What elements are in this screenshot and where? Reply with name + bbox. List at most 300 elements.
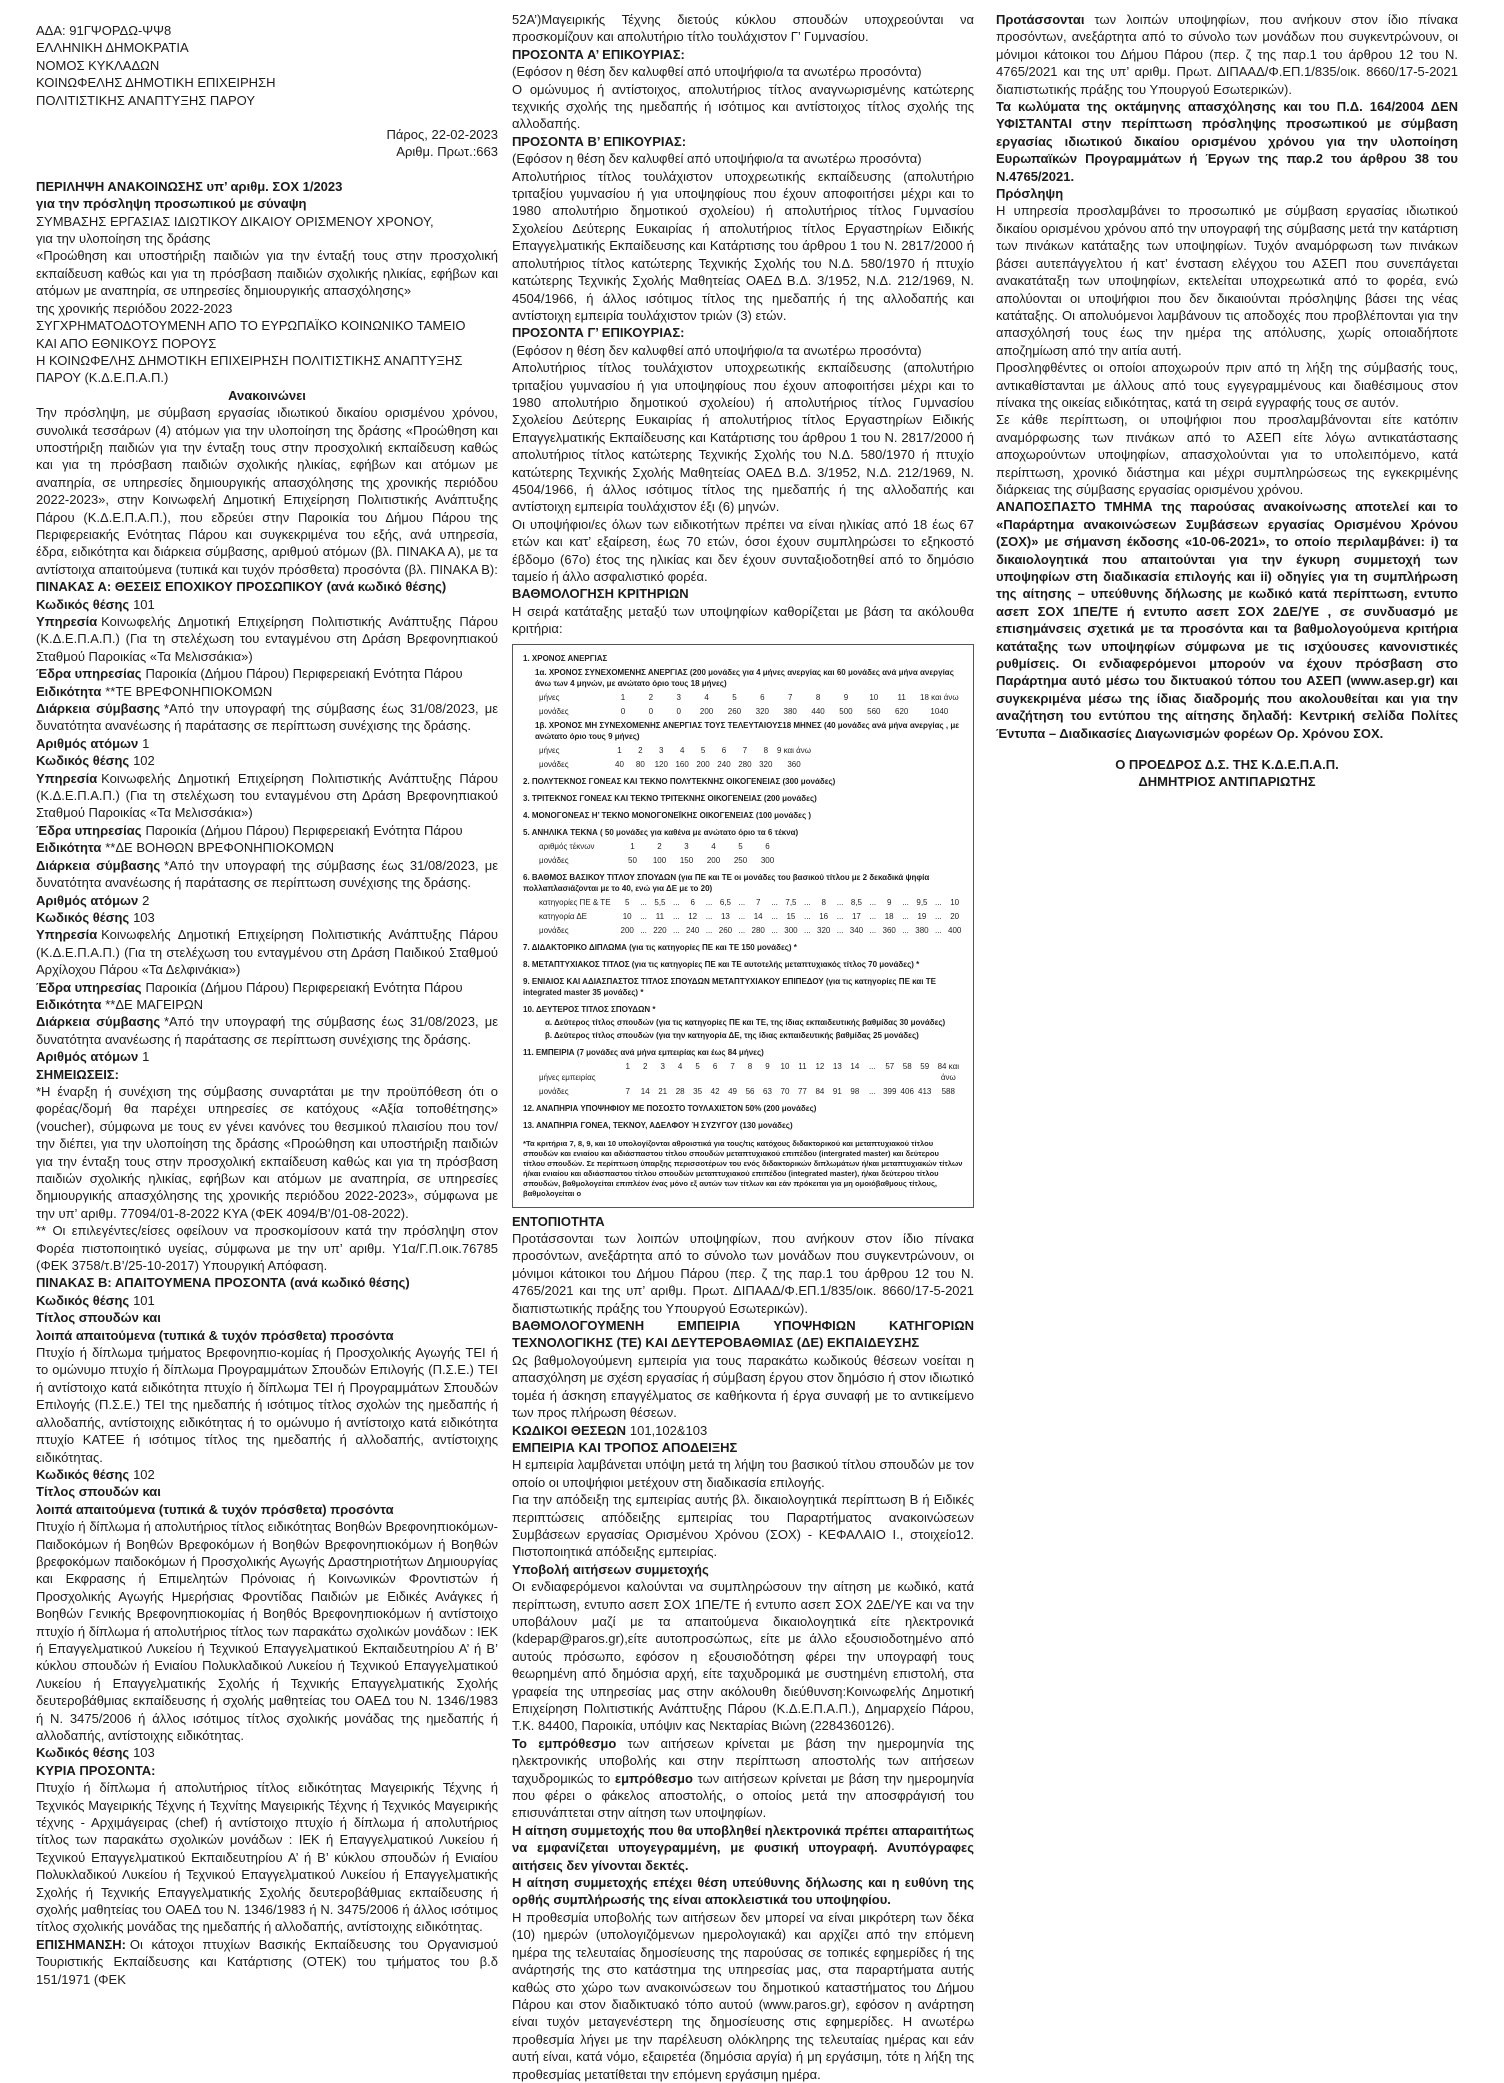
table-cell: 7 <box>625 1086 630 1096</box>
row-label: μονάδες <box>539 1086 569 1096</box>
table-cell: 49 <box>728 1086 737 1096</box>
table-cell: 13 <box>832 1061 842 1071</box>
table-cell: 15 <box>786 911 796 921</box>
impediments-paragraph: Τα κωλύματα της οκτάμηνης απασχόλησης και του Π.Δ. 164/2004 ΔΕΝ ΥΦΙΣΤΑΝΤΑΙ στην περίπτωση πρόσληψης προσωπικού με σύμβαση εργασίας ιδιωτικού δικαίου ορισμένου χρόνου για την υλοποίηση Ευρωπαϊκών Προγραμμάτων ή Έργων της παρ.2 του άρθρου 38 του Ν.4765/2021. <box>996 99 1458 184</box>
backup-b-body: Απολυτήριος τίτλος τουλάχιστον υποχρεωτικής εκπαίδευσης (απολυτήριο τριταξίου γυμνασίου ή για υποψηφίους που έχουν αποφοιτήσει μέχρι και το 1980 απολυτήριο δημοτικού σχολείου) ή απολυτήριος τίτλος Γυμνασίου Σχολείου Δεύτερης Ευκαιρίας ή απολυτήριος τίτλος Εργαστηρίων Ειδικής Επαγγελματικής Εκπαίδευσης και Κατάρτισης του άρθρου 1 του Ν. 2817/2000 ή απολυτήριος τίτλος κατώτερης Τεχνικής Σχολής του Ν.Δ. 580/1970 ή πτυχίο κατώτερης Τεχνικής Σχολής Μαθητείας ΟΑΕΔ Β.Δ. 3/1952, Ν.Δ. 212/1969, Ν. 4504/1966, ή άλλος ισότιμος τίτλος της ημεδαπής ή της αλλοδαπής και αντίστοιχη εμπειρία τουλάχιστον τριών (3) ετών. <box>512 168 974 323</box>
table-cell: 150 <box>679 855 694 865</box>
table-cell: 0 <box>648 706 654 716</box>
table-cell: 320 <box>759 759 773 769</box>
table-cell: ... <box>771 911 778 921</box>
duration-row <box>36 700 498 735</box>
locality-priority-paragraph <box>996 11 1458 98</box>
table-cell: 320 <box>817 925 831 935</box>
qualifications-subtitle: λοιπά απαιτούμενα (τυπικά & τυχόν πρόσθετα) προσόντα <box>36 1327 394 1343</box>
position-code-row <box>36 909 498 926</box>
row-values <box>609 692 963 703</box>
scoring-intro: Η σειρά κατάταξης μεταξύ των υποψηφίων καθορίζεται με βάση τα ακόλουθα κριτήρια: <box>512 603 974 637</box>
table-cell: 56 <box>745 1086 755 1096</box>
table-cell: 1040 <box>930 706 949 716</box>
duration-row <box>36 1013 498 1048</box>
criterion-6-points-row <box>523 925 963 936</box>
bold-segment: Το εμπρόθεσμο <box>512 1735 617 1751</box>
field-label: Κωδικός θέσης <box>36 1292 130 1308</box>
table-cell: 220 <box>653 925 667 935</box>
field-value: Κοινωφελής Δημοτική Επιχείρηση Πολιτιστικής Ανάπτυξης Πάρου (Κ.Δ.Ε.Π.Α.Π.) (Για τη στελέχωση του ενταγμένου στη Δράση Βρεφονηπιακού Σταθμού Παροικίας «Τα Μελισσάκια») <box>36 614 498 664</box>
table-cell: ... <box>705 925 713 935</box>
table-cell: 6 <box>690 897 695 907</box>
row-label: μονάδες <box>539 925 569 935</box>
criterion-1b-months-row <box>523 745 812 756</box>
position-code-row <box>36 752 498 769</box>
table-cell: 260 <box>727 706 742 716</box>
table-cell: 380 <box>915 925 929 935</box>
table-cell: 440 <box>811 706 825 716</box>
scoring-heading: ΒΑΘΜΟΛΟΓΗΣΗ ΚΡΙΤΗΡΙΩΝ <box>512 586 689 602</box>
table-cell: 6 <box>765 841 770 851</box>
field-label: Κωδικός θέσης <box>36 1745 130 1761</box>
column-2 <box>512 11 974 2083</box>
table-cell: ... <box>672 897 680 907</box>
table-cell: 14 <box>640 1086 650 1096</box>
field-value: Παροικία (Δήμου Πάρου) Περιφερειακή Ενότητα Πάρου <box>145 822 463 838</box>
field-value: 2 <box>142 892 150 908</box>
table-cell: 7 <box>755 897 761 907</box>
table-cell: 8 <box>747 1061 753 1071</box>
table-cell: 7 <box>730 1061 735 1071</box>
table-cell: 1 <box>630 841 635 851</box>
table-cell: 240 <box>717 759 731 769</box>
continuation-paragraph: 52Α’)Μαγειρικής Τέχνης διετούς κύκλου σπουδών υποχρεούνται να προσκομίζουν και απολυτήριο τίτλο τουλάχιστον Γ’ Γυμνασίου. <box>512 12 974 45</box>
criterion-13: 13. ΑΝΑΠΗΡΙΑ ΓΟΝΕΑ, ΤΕΚΝΟΥ, ΑΔΕΛΦΟΥ Ή ΣΥΖΥΓΟΥ (130 μονάδες) <box>523 1120 793 1130</box>
field-label: Υπηρεσία <box>36 614 98 629</box>
table-cell: 9 <box>886 897 892 907</box>
table-cell: 380 <box>783 706 797 716</box>
table-cell: 4 <box>679 745 685 755</box>
table-cell: 4 <box>677 1061 683 1071</box>
table-cell: 0 <box>676 706 681 716</box>
row-values <box>609 706 963 717</box>
table-cell: 413 <box>918 1086 932 1096</box>
criterion-11-points-row <box>523 1086 963 1097</box>
organization-line-1: ΚΟΙΝΩΦΕΛΗΣ ΔΗΜΟΤΙΚΗ ΕΠΙΧΕΙΡΗΣΗ <box>36 75 276 91</box>
field-label: Κωδικός θέσης <box>36 1466 130 1482</box>
row-values <box>619 841 781 852</box>
service-row <box>36 926 498 978</box>
table-cell: ... <box>803 925 811 935</box>
table-cell: ... <box>869 925 877 935</box>
table-cell: 8 <box>763 745 769 755</box>
table-cell: 6 <box>760 692 765 702</box>
table-cell: 70 <box>780 1086 790 1096</box>
qualifications-101: Πτυχίο ή δίπλωμα τμήματος Βρεφονηπιο-κομίας ή Προσχολικής Αγωγής ΤΕΙ ή το ομώνυμο πτυχίο ή δίπλωμα Προγραμμάτων Σπουδών Επιλογής (Π.Σ.Ε.) ΤΕΙ ή αντίστοιχο κατά ειδικότητα πτυχίο ή δίπλωμα ΤΕΙ ή Προγραμμάτων Σπουδών Επιλογής (Π.Σ.Ε.) ΤΕΙ της ημεδαπής ή ισότιμος τίτλος σχολών της ημεδαπής ή αλλοδαπής, αντίστοιχης ειδικότητας ή το ομώνυμο ή αντίστοιχο κατά ειδικότητα πτυχίο ΚΑΤΕΕ ή ισότιμος τίτλος της ημεδαπής ή αλλοδαπής, αντίστοιχης ειδικότητας. <box>36 1345 498 1465</box>
row-values <box>619 911 963 922</box>
criterion-1-title: 1. ΧΡΟΝΟΣ ΑΝΕΡΓΙΑΣ <box>523 653 608 663</box>
age-limits-paragraph: Οι υποψήφιοι/ες όλων των ειδικοτήτων πρέπει να είναι ηλικίας από 18 έως 67 ετών και κατ’ εξαίρεση, έως 70 ετών, όσοι έχουν συμπληρώσει το εξηκοστό έβδομο (67ο) έτος της ηλικίας και δεν έχουν συνταξιοδοτηθεί από το δημόσιο ταμείο ή άλλο ασφαλιστικό φορέα. <box>512 516 974 584</box>
table-cell: ... <box>705 911 713 921</box>
table-cell: ... <box>869 897 877 907</box>
table-cell: 14 <box>753 911 763 921</box>
criterion-12: 12. ΑΝΑΠΗΡΙΑ ΥΠΟΨΗΦΙΟΥ ΜΕ ΠΟΣΟΣΤΟ ΤΟΥΛΑΧΙΣΤΟΝ 50% (200 μονάδες) <box>523 1103 817 1113</box>
scored-experience-body: Ως βαθμολογούμενη εμπειρία για τους παρακάτω κωδικούς θέσεων νοείται η απασχόληση με σχέση εργασίας ή σύμβαση έργου στον δημόσιο ή στον ιδιωτικό τομέα ή άσκηση επαγγέλματος σε καθήκοντα ή έργα συναφή με το αντικείμενο των προς πλήρωση θέσεων. <box>512 1352 974 1421</box>
table-cell: 406 <box>900 1086 914 1096</box>
table-footnote: *Τα κριτήρια 7, 8, 9, και 10 υπολογίζονται αθροιστικά για τους/τις κατόχους διδακτορικού και μεταπτυχιακού τίτλου σπουδών και ενιαίου και αδιάσπαστου τίτλου σπουδών μεταπτυχιακού επιπέδου (intergrated master) και δεύτερου τίτλου σπουδών. Σε περίπτωση ύπαρξης περισσοτέρων του ενός διδακτορικών διπλωμάτων ή/και μεταπτυχιακών τίτλων ή/και ενιαίου και αδιάσπαστου τίτλου σπουδών μεταπτυχιακού επιπέδου (integrated master), ή/και δεύτερου τίτλου σπουδών, βαθμολογείται επιπλέον ένας μόνο εξ αυτών των τίτλων και εάν πρόκειται για μη ομοιόβαθμους τίτλους, βαθμολογείται ο <box>523 1138 963 1198</box>
table-cell: 100 <box>652 855 667 865</box>
criterion-3: 3. ΤΡΙΤΕΚΝΟΣ ΓΟΝΕΑΣ ΚΑΙ ΤΕΚΝΟ ΤΡΙΤΕΚΝΗΣ ΟΙΚΟΓΕΝΕΙΑΣ (200 μονάδες) <box>523 793 817 803</box>
table-cell: 1 <box>625 1061 630 1071</box>
summary-title-1: ΠΕΡΙΛΗΨΗ ΑΝΑΚΟΙΝΩΣΗΣ υπ’ αριθμ. ΣΟΧ 1/2023 <box>36 178 343 194</box>
field-label: Ειδικότητα <box>36 840 102 856</box>
qualifications-subtitle: Τίτλος σπουδών και <box>36 1484 161 1500</box>
criterion-10-title: 10. ΔΕΥΤΕΡΟΣ ΤΙΤΛΟΣ ΣΠΟΥΔΩΝ * <box>523 1004 656 1014</box>
backup-condition-note: (Εφόσον η θέση δεν καλυφθεί από υποψήφιο/α τα ανωτέρω προσόντα) <box>512 64 922 80</box>
table-cell: 1 <box>617 745 622 755</box>
qualifications-subtitle: Τίτλος σπουδών και <box>36 1310 161 1326</box>
position-codes-row <box>512 1422 974 1439</box>
table-cell: 3 <box>659 745 664 755</box>
criterion-1a-points-row <box>523 706 963 717</box>
table-cell: 35 <box>693 1086 703 1096</box>
table-cell: 160 <box>675 759 689 769</box>
qualifications-102: Πτυχίο ή δίπλωμα ή απολυτήριος τίτλος ειδικότητας Βοηθών Βρεφονηπιοκόμων-Παιδοκόμων ή Βοηθών Βρεφοκόμων ή Βοηθών Βρεφονηπιοκόμων ή Βοηθών βρεφοκόμων παιδοκόμων ή Προσχολικής Αγωγής Δραστηριοτήτων Δημιουργίας και Εκφρασης ή Επιμελητών Πρόνοιας ή Κοινωνικών Φροντιστών ή Προσχολικής Αγωγής Ημερήσιας Φροντίδας Παιδιών με Ειδικές Ανάγκες ή Βοηθών Γενικής Βρεφονηπιοκομίας ή Βοηθός Βρεφονηπιοκόμων ή αντίστοιχο πτυχίο ή δίπλωμα ή απολυτήριος τίτλος των παρακάτω σχολικών μονάδων : ΙΕΚ ή Επαγγελματικού Λυκείου ή Τεχνικού Επαγγελματικού Εκπαιδευτηρίου Α’ ή Β’ κύκλου σπουδών ή Ενιαίου Πολυκλαδικού Λυκείου ή Τεχνικού Επαγγελματικού Λυκείου ή Επαγγελματικής Σχολής ή Τεχνικής Επαγγελματικής Σχολής δευτεροβάθμιας εκπαίδευσης ή σχολής μαθητείας του ΟΑΕΔ του Ν. 1346/1983 ή Ν. 3475/2006 ή άλλος ισότιμος τίτλος σχολικής μονάδας της ημεδαπής ή αλλοδαπής, αντίστοιχης ειδικότητας. <box>36 1519 498 1743</box>
field-label: Έδρα υπηρεσίας <box>36 666 142 682</box>
place-date-line: Πάρος, 22-02-2023 <box>386 127 498 143</box>
field-value: 103 <box>133 1745 155 1761</box>
row-values <box>609 759 812 770</box>
position-code-row <box>36 1292 498 1309</box>
table-cell: 6,5 <box>719 897 731 907</box>
table-cell: 20 <box>950 911 960 921</box>
remark-paragraph <box>36 1936 498 1988</box>
table-cell: 200 <box>706 855 721 865</box>
table-cell: ... <box>738 897 746 907</box>
criterion-7: 7. ΔΙΔΑΚΤΟΡΙΚΟ ΔΙΠΛΩΜΑ (για τις κατηγορίες ΠΕ και ΤΕ 150 μονάδες) * <box>523 942 797 952</box>
table-cell: 63 <box>763 1086 772 1096</box>
table-cell: 360 <box>882 925 896 935</box>
criterion-4: 4. ΜΟΝΟΓΟΝΕΑΣ Η’ ΤΕΚΝΟ ΜΟΝΟΓΟΝΕΪΚΗΣ ΟΙΚΟΓΕΝΕΙΑΣ (100 μονάδες ) <box>523 810 811 820</box>
table-cell: 3 <box>660 1061 665 1071</box>
field-label: Διάρκεια σύμβασης <box>36 701 161 717</box>
qualifications-103: Πτυχίο ή δίπλωμα ή απολυτήριος τίτλος ειδικότητας Μαγειρικής Τέχνης ή Τεχνικός Μαγειρικής Τέχνης ή Τεχνίτης Μαγειρικής Τέχνης ή Τεχνικός Μαγειρικής τέχνης - Αρχιμάγειρας (chef) ή αντίστοιχο πτυχίο ή δίπλωμα ή απολυτήριος τίτλος των παρακάτω σχολικών μονάδων : ΙΕΚ ή Επαγγελματικού Λυκείου ή Τεχνικού Επαγγελματικού Εκπαιδευτηρίου Α’ ή Β’ κύκλου σπουδών ή Ενιαίου Πολυκλαδικού Λυκείου ή Τεχνικού Επαγγελματικού Λυκείου ή Επαγγελματικής Σχολής ή Τεχνικής Επαγγελματικής Σχολής δευτεροβάθμιας εκπαίδευσης ή σχολής μαθητείας του ΟΑΕΔ του Ν. 1346/1983 ή Ν. 3475/2006 ή άλλος ισότιμος τίτλος σχολικής μονάδας της ημεδαπής ή αλλοδαπής, αντίστοιχης ειδικότητας. <box>36 1780 498 1935</box>
summary-title-4: για την υλοποίηση της δράσης <box>36 231 211 247</box>
experience-proof-p1: Η εμπειρία λαμβάνεται υπόψη μετά τη λήψη του βασικού τίτλου σπουδών με τον οποίο οι υποψήφιοι μετέχουν στη διαδικασία επιλογής. <box>512 1457 974 1490</box>
criterion-10a: α. Δεύτερος τίτλος σπουδών (για τις κατηγορίες ΠΕ και ΤΕ, της ίδιας εκπαιδευτικής βαθμίδας 30 μονάδες) <box>545 1017 946 1027</box>
table-cell: ... <box>868 1086 876 1096</box>
hiring-p3: Σε κάθε περίπτωση, οι υποψήφιοι που προσλαμβάνονται είτε κατόπιν αναμόρφωσης των πινάκων από το ΑΣΕΠ είτε λόγω αντικατάστασης αποχωρούντων υποψηφίων, απασχολούνται για το υπολειπόμενο, κατά περίπτωση, χρονικό διάστημα και μέχρι συμπληρώσεως της εγκεκριμένης διάρκειας της σύμβασης εργασίας ορισμένου χρόνου. <box>996 412 1458 497</box>
table-cell: ... <box>902 897 909 907</box>
table-cell: 2 <box>642 1061 648 1071</box>
criterion-9: 9. ΕΝΙΑΙΟΣ ΚΑΙ ΑΔΙΑΣΠΑΣΤΟΣ ΤΙΤΛΟΣ ΣΠΟΥΔΩΝ ΜΕΤΑΠΤΥΧΙΑΚΟΥ ΕΠΙΠΕΔΟΥ (για τις κατηγορίες ΠΕ και ΤΕ integrated master 35 μονάδες) * <box>523 976 936 997</box>
field-value: 101,102&103 <box>629 1422 708 1438</box>
backup-condition-note: (Εφόσον η θέση δεν καλυφθεί από υποψήφιο/α τα ανωτέρω προσόντα) <box>512 151 922 167</box>
table-cell: 21 <box>658 1086 668 1096</box>
position-code-row <box>36 596 498 613</box>
table-cell: 98 <box>850 1086 860 1096</box>
field-label: ΚΩΔΙΚΟΙ ΘΕΣΕΩΝ <box>512 1422 626 1438</box>
field-label: Αριθμός ατόμων <box>36 735 139 751</box>
table-cell: ... <box>902 925 909 935</box>
table-cell: ... <box>934 925 942 935</box>
row-label: κατηγορίες ΠΕ & ΤΕ <box>539 897 611 907</box>
table-cell: 280 <box>738 759 752 769</box>
table-cell: 18 <box>884 911 894 921</box>
field-label: Διάρκεια σύμβασης <box>36 1014 161 1030</box>
republic-line: ΕΛΛΗΝΙΚΗ ΔΗΜΟΚΡΑΤΙΑ <box>36 40 189 56</box>
criterion-8: 8. ΜΕΤΑΠΤΥΧΙΑΚΟΣ ΤΙΤΛΟΣ (για τις κατηγορίες ΠΕ και ΤΕ αυτοτελής μεταπτυχιακός τίτλος 70 μονάδες) * <box>523 959 920 969</box>
field-value: *Από την υπογραφή της σύμβασης έως 31/08/2023, με δυνατότητα ανανέωσης ή παράτασης σε περίπτωση συνέχισης της δράσης. <box>36 701 498 734</box>
headcount-row <box>36 892 498 909</box>
hq-row <box>36 822 498 839</box>
table-cell: 50 <box>628 855 637 865</box>
table-cell: 10 <box>622 911 632 921</box>
table-cell: ... <box>868 1061 876 1071</box>
table-cell: 260 <box>718 925 733 935</box>
field-label: Υπηρεσία <box>36 927 98 943</box>
table-cell: 7 <box>787 692 793 702</box>
qualifications-subtitle: λοιπά απαιτούμενα (τυπικά & τυχόν πρόσθετα) προσόντα <box>36 1501 394 1517</box>
table-cell: 91 <box>832 1086 842 1096</box>
table-cell: 7 <box>742 745 748 755</box>
remark-text: Οι κάτοχοι πτυχίων Βασικής Εκπαίδευσης του Οργανισμού Τουριστικής Εκπαίδευσης και Κατάρτισης (ΟΤΕΚ) του τμήματος του β.δ 151/1971 (ΦΕΚ <box>36 1936 498 1987</box>
table-cell: 2 <box>648 692 654 702</box>
table-cell: 4 <box>704 692 709 702</box>
row-values <box>619 1086 963 1097</box>
row-label: μονάδες <box>539 855 569 865</box>
hq-row <box>36 665 498 682</box>
table-cell: 4 <box>711 841 716 851</box>
position-code-row <box>36 1744 498 1761</box>
row-values <box>619 897 963 908</box>
criterion-1b-points-row <box>523 759 812 770</box>
criterion-11-title: 11. ΕΜΠΕΙΡΙΑ (7 μονάδες ανά μήνα εμπειρίας και έως 84 μήνες) <box>523 1047 764 1057</box>
table-cell: 5 <box>738 841 743 851</box>
table-cell: 6 <box>712 1061 718 1071</box>
table-cell: 9 και άνω <box>776 745 812 755</box>
table-cell: 9 <box>843 692 849 702</box>
table-cell: 560 <box>867 706 881 716</box>
bold-segment: εμπρόθεσμο <box>614 1770 693 1786</box>
hiring-p2: Προσληφθέντες οι οποίοι αποχωρούν πριν από τη λήξη της σύμβασής τους, αντικαθίστανται με άλλους από τους εγγεγραμμένους και διαθέσιμους στον πίνακα της οικείας ειδικότητας, κατά τη σειρά εγγραφής τους σε αυτόν. <box>996 360 1458 410</box>
table-cell: ... <box>934 897 942 907</box>
table-cell: 10 <box>950 897 960 907</box>
backup-b-heading: ΠΡΟΣΟΝΤΑ Β’ ΕΠΙΚΟΥΡΙΑΣ: <box>512 133 687 149</box>
hq-row <box>36 979 498 996</box>
field-value: 101 <box>133 596 155 612</box>
table-cell: ... <box>705 897 713 907</box>
criterion-6-de-row <box>523 911 963 922</box>
criterion-1a-title: 1α. ΧΡΟΝΟΣ ΣΥΝΕΧΟΜΕΝΗΣ ΑΝΕΡΓΙΑΣ (200 μονάδες για 4 μήνες ανεργίας και 60 μονάδες ανά μήνα ανεργίας άνω των 4 μηνών, με ανώτατο όριο τους 18 μήνες) <box>535 667 954 688</box>
criterion-10b: β. Δεύτερος τίτλος σπουδών (για την κατηγορία ΔΕ, της ίδιας εκπαιδευτικής βαθμίδας 25 μονάδες) <box>545 1030 919 1040</box>
table-b-title: ΠΙΝΑΚΑΣ Β: ΑΠΑΙΤΟΥΜΕΝΑ ΠΡΟΣΟΝΤΑ (ανά κωδικό θέσης) <box>36 1275 410 1291</box>
table-cell: 588 <box>941 1086 955 1096</box>
table-cell: 11 <box>655 911 665 921</box>
table-cell: 360 <box>787 759 801 769</box>
protocol-number: Αριθμ. Πρωτ.:663 <box>396 144 498 160</box>
application-submission-heading: Υποβολή αιτήσεων συμμετοχής <box>512 1561 709 1577</box>
locality-body: Προτάσσονται των λοιπών υποψηφίων, που ανήκουν στον ίδιο πίνακα προσόντων, ανεξάρτητα από το σύνολο των μονάδων που συγκεντρώνουν, οι μόνιμοι κάτοικοι του Δήμου Πάρου (περ. ζ της παρ.1 του άρθρου 12 του Ν. 4765/2021 και της υπ’ αριθμ. Πρωτ. ΔΙΠΑΑΔ/Φ.ΕΠ.1/835/οικ. 8660/17-5-2021 διαπιστωτικής πράξης του Υπουργού Εσωτερικών). <box>512 1231 974 1316</box>
table-cell: 620 <box>895 706 909 716</box>
announcer-line: Η ΚΟΙΝΩΦΕΛΗΣ ΔΗΜΟΤΙΚΗ ΕΠΙΧΕΙΡΗΣΗ ΠΟΛΙΤΙΣΤΙΚΗΣ ΑΝΑΠΤΥΞΗΣ ΠΑΡΟΥ (Κ.Δ.Ε.Π.Α.Π.) <box>36 352 463 386</box>
table-cell: 8 <box>821 897 826 907</box>
table-cell: 5 <box>700 745 706 755</box>
position-code-row <box>36 1466 498 1483</box>
table-cell: 57 <box>885 1061 895 1071</box>
table-cell: 12 <box>688 911 698 921</box>
table-cell: 77 <box>797 1086 807 1096</box>
table-cell: ... <box>738 925 746 935</box>
criterion-5-title: 5. ΑΝΗΛΙΚΑ ΤΕΚΝΑ ( 50 μονάδες για καθένα με ανώτατο όριο τα 6 τέκνα) <box>523 827 799 837</box>
row-values <box>619 1061 963 1083</box>
bold-segment: Προτάσσονται <box>996 12 1085 27</box>
field-value: Παροικία (Δήμου Πάρου) Περιφερειακή Ενότητα Πάρου <box>145 666 463 682</box>
row-label: κατηγορία ΔΕ <box>539 911 587 921</box>
field-label: Υπηρεσία <box>36 770 98 786</box>
table-cell: 8 <box>815 692 821 702</box>
table-cell: 3 <box>676 692 681 702</box>
remark-label: ΕΠΙΣΗΜΑΝΣΗ: <box>36 1936 126 1952</box>
row-label: μονάδες <box>539 706 569 716</box>
backup-c-body: Απολυτήριος τίτλος τουλάχιστον υποχρεωτικής εκπαίδευσης (απολυτήριο τριταξίου γυμνασίου ή για υποψηφίους που έχουν αποφοιτήσει μέχρι και το 1980 απολυτήριο δημοτικού σχολείου) ή απολυτήριος τίτλος Γυμνασίου Σχολείου Δεύτερης Ευκαιρίας ή απολυτήριος τίτλος Εργαστηρίων Ειδικής Επαγγελματικής Εκπαίδευσης και Κατάρτισης του άρθρου 1 του Ν. 2817/2000 ή απολυτήριος τίτλος κατώτερης Τεχνικής Σχολής του Ν.Δ. 580/1970 ή πτυχίο κατώτερης Τεχνικής Σχολής Μαθητείας ΟΑΕΔ Β.Δ. 3/1952, Ν.Δ. 212/1969, Ν. 4504/1966, ή άλλος ισότιμος τίτλος της ημεδαπής ή της αλλοδαπής και αντίστοιχη εμπειρία τουλάχιστον έξι (6) μηνών. <box>512 360 974 515</box>
row-values <box>619 855 781 866</box>
criterion-6-title: 6. ΒΑΘΜΟΣ ΒΑΣΙΚΟΥ ΤΙΤΛΟΥ ΣΠΟΥΔΩΝ (για ΠΕ και ΤΕ οι μονάδες του βασικού τίτλου με 2 δεκαδικά ψηφία πολλαπλασιάζονται με το 40, ενώ για ΔΕ με το 20) <box>523 872 930 893</box>
service-row <box>36 770 498 822</box>
table-cell: 14 <box>850 1061 860 1071</box>
field-label: Αριθμός ατόμων <box>36 892 139 908</box>
table-cell: 11 <box>798 1061 807 1071</box>
locality-heading: ΕΝΤΟΠΙΟΤΗΤΑ <box>512 1213 605 1229</box>
criterion-11-months-row <box>523 1061 963 1083</box>
criterion-5-children-row <box>523 841 781 852</box>
field-label: Ειδικότητα <box>36 996 102 1012</box>
field-label: Κωδικός θέσης <box>36 596 130 612</box>
table-cell: 200 <box>620 925 634 935</box>
field-value: 1 <box>142 735 150 751</box>
note-health-cert: ** Οι επιλεγέντες/είσες οφείλουν να προσκομίσουν κατά την πρόσληψη στον Φορέα πιστοποιητικό υγείας, σύμφωνα με την υπ’ αριθμ. Υ1α/Γ.Π.οικ.76785 (ΦΕΚ 3758/τ.Β’/25-10-2017) Υπουργική Απόφαση. <box>36 1223 498 1274</box>
criterion-1b-title: 1β. ΧΡΟΝΟΣ ΜΗ ΣΥΝΕΧΟΜΕΝΗΣ ΑΝΕΡΓΙΑΣ ΤΟΥΣ ΤΕΛΕΥΤΑΙΟΥΣ18 ΜΗΝΕΣ (40 μονάδες ανά μήνα ανεργίας , με ανώτατο όριο τους 9 μήνες) <box>535 720 960 741</box>
table-cell: ... <box>640 911 647 921</box>
field-value: Παροικία (Δήμου Πάρου) Περιφερειακή Ενότητα Πάρου <box>145 979 463 995</box>
headcount-row <box>36 1048 498 1065</box>
table-cell: ... <box>738 911 746 921</box>
field-label: Διάρκεια σύμβασης <box>36 857 161 873</box>
table-cell: 5 <box>732 692 737 702</box>
row-label: μήνες <box>539 692 560 702</box>
column-3 <box>996 11 1458 791</box>
table-cell: ... <box>803 897 811 907</box>
table-cell: 9,5 <box>916 897 928 907</box>
table-cell: 42 <box>710 1086 720 1096</box>
table-cell: ... <box>771 925 778 935</box>
application-submission-body: Οι ενδιαφερόμενοι καλούνται να συμπληρώσουν την αίτηση με κωδικό, κατά περίπτωση, εντυπο ασεπ ΣΟΧ 1ΠΕ/ΤΕ ή εντυπο ασεπ ΣΟΧ 2ΔΕ/ΥΕ και να την υποβάλουν μαζί με τα απαιτούμενα δικαιολογητικά είτε ηλεκτρονικά (kdepap@paros.gr),είτε αυτοπροσώπως, είτε με άλλο εξουσιοδοτημένο από αυτούς πρόσωπο, εφόσον η εξουσιοδότηση φέρει την υπογραφή τους θεωρημένη από δημόσια αρχή, είτε ταχυδρομικά με συστημένη επιστολή, στα γραφεία της υπηρεσίας μας στην ακόλουθη διεύθυνση:Κοινωφελής Δημοτική Επιχείρηση Πολιτιστικής Ανάπτυξης Πάρου (Κ.Δ.Ε.Π.Α.Π.), Δημαρχείο Πάρου, Τ.Κ. 84400, Παροικία, υπόψιν κας Νεκταρίας Βιώνη (2284360126). <box>512 1579 974 1734</box>
table-cell: 200 <box>696 759 710 769</box>
field-label: Έδρα υπηρεσίας <box>36 822 142 838</box>
field-value: 1 <box>142 1049 150 1065</box>
table-a-title: ΠΙΝΑΚΑΣ Α: ΘΕΣΕΙΣ ΕΠΟΧΙΚΟΥ ΠΡΟΣΩΠΙΚΟΥ (ανά κωδικό θέσης) <box>36 579 447 595</box>
service-row <box>36 613 498 665</box>
row-label: μήνες <box>539 745 560 755</box>
field-label: Κωδικός θέσης <box>36 753 130 769</box>
specialty-row <box>36 683 498 700</box>
table-cell: 300 <box>784 925 798 935</box>
field-value: **ΔΕ ΜΑΓΕΙΡΩΝ <box>105 996 204 1012</box>
table-cell: 19 <box>917 911 927 921</box>
table-cell: ... <box>836 925 844 935</box>
backup-c-heading: ΠΡΟΣΟΝΤΑ Γ’ ΕΠΙΚΟΥΡΙΑΣ: <box>512 325 685 341</box>
field-value: **ΔΕ ΒΟΗΘΩΝ ΒΡΕΦΟΝΗΠΙΟΚΟΜΩΝ <box>105 840 335 856</box>
table-cell: ... <box>640 897 647 907</box>
column-1 <box>36 22 498 1988</box>
table-cell: ... <box>771 897 778 907</box>
table-cell: 9 <box>765 1061 770 1071</box>
table-cell: 3 <box>684 841 689 851</box>
backup-a-body: Ο ομώνυμος ή αντίστοιχος, απολυτήριος τίτλος αναγνωρισμένης κατώτερης τεχνικής σχολής της ημεδαπής ή ισότιμος και αντίστοιχος τίτλος σχολής της αλλοδαπής. <box>512 81 974 132</box>
table-cell: 1 <box>620 692 626 702</box>
table-cell: ... <box>902 911 909 921</box>
summary-title-3: ΣΥΜΒΑΣΗΣ ΕΡΓΑΣΙΑΣ ΙΔΙΩΤΙΚΟΥ ΔΙΚΑΙΟΥ ΟΡΙΣΜΕΝΟΥ ΧΡΟΝΟΥ, <box>36 213 434 229</box>
table-cell: 240 <box>686 925 700 935</box>
table-cell: 8,5 <box>850 897 862 907</box>
duration-row <box>36 857 498 892</box>
table-cell: 340 <box>849 925 864 935</box>
table-cell: 399 <box>883 1086 897 1096</box>
table-cell: ... <box>640 925 647 935</box>
field-value: 102 <box>133 753 155 769</box>
table-cell: 28 <box>675 1086 685 1096</box>
table-cell: ... <box>672 925 680 935</box>
field-value: 102 <box>133 1466 155 1482</box>
table-cell: 280 <box>751 925 765 935</box>
note-voucher: *Η έναρξη ή συνέχιση της σύμβασης συναρτάται με την προϋπόθεση ότι ο φορέας/δομή θα παρέχει υπηρεσίες σε κατόχους «Αξία τοποθέτησης» (voucher), σύμφωνα με τους εν γένει κανόνες του θεσμικού πλαισίου που τον/την διέπει, για την υλοποίηση της δράσης «Προώθηση και υποστήριξη παιδιών για την ένταξη τους στην προσχολική εκπαίδευση καθώς και για τη πρόσβαση παιδιών σχολικής ηλικίας, εφήβων και ατόμων με αναπηρία, σε υπηρεσίες δημιουργικής απασχόλησης της χρονικής περιόδου 2022-2023», σύμφωνα με την υπ’ αριθμ. 77094/01-8-2022 ΚΥΑ (ΦΕΚ 4094/Β’/01-08-2022). <box>36 1083 498 1221</box>
notes-heading: ΣΗΜΕΙΩΣΕΙΣ: <box>36 1066 119 1082</box>
hiring-p1: Η υπηρεσία προσλαμβάνει το προσωπικό με σύμβαση εργασίας ιδιωτικού δικαίου ορισμένου χρόνου από την υπογραφή της σύμβασης μετά την κατάρτιση των πινάκων κατάταξης των υποψηφίων. Τυχόν αναμόρφωση των πινάκων βάσει αυτεπάγγελτου ή κατ’ ένσταση ελέγχου του ΑΣΕΠ που συνεπάγεται ανακατάταξη των υποψηφίων, εκτελείται υποχρεωτικά από το φορέα, ενώ απολύονται οι υποψήφιοι που δεν δικαιούνται πρόσληψης βάσει της νέας κατάταξης. Οι απολυόμενοι λαμβάνουν τις αποδοχές που προβλέπονται για την απασχόλησή τους έως την ημέρα της απόλυσης, χωρίς οποιαδήποτε αποζημίωση από την αιτία αυτή. <box>996 203 1458 358</box>
table-cell: 12 <box>815 1061 825 1071</box>
field-value: 101 <box>133 1292 155 1308</box>
ada-number: ΑΔΑ: 91ΓΨΟΡΔΩ-ΨΨ8 <box>36 23 172 38</box>
table-cell: 500 <box>839 706 853 716</box>
field-value: 103 <box>133 909 155 925</box>
signature-title: Ο ΠΡΟΕΔΡΟΣ Δ.Σ. ΤΗΣ Κ.Δ.Ε.Π.Α.Π. <box>1115 757 1339 773</box>
organization-line-2: ΠΟΛΙΤΙΣΤΙΚΗΣ ΑΝΑΠΤΥΞΗΣ ΠΑΡΟΥ <box>36 92 256 108</box>
table-cell: 84 <box>815 1086 825 1096</box>
text-segment: των αιτήσεων κρίνεται με βάση την ημερομηνία που φέρει ο φάκελος αποστολής, ο οποίος μετά την αποσφράγισή του επισυνάπτεται στην αίτηση των υποψηφίων. <box>512 1770 974 1821</box>
summary-title-2: για την πρόσληψη προσωπικού με σύναψη <box>36 196 307 212</box>
timeliness-paragraph <box>512 1735 974 1822</box>
table-cell: 5,5 <box>654 897 666 907</box>
table-cell: ... <box>869 911 877 921</box>
table-cell: 400 <box>948 925 962 935</box>
table-cell: ... <box>803 911 811 921</box>
table-cell: 11 <box>897 692 906 702</box>
table-cell: ... <box>836 897 844 907</box>
period-line: της χρονικής περιόδου 2022-2023 <box>36 300 233 316</box>
headcount-row <box>36 735 498 752</box>
field-value: Κοινωφελής Δημοτική Επιχείρηση Πολιτιστικής Ανάπτυξης Πάρου (Κ.Δ.Ε.Π.Α.Π.) (Για τη στελέχωση του ενταγμένου στη Δράση Παιδικού Σταθμού Αρχίλοχου Πάρου «Τα Δελφινάκια») <box>36 927 498 978</box>
table-cell: 300 <box>760 855 775 865</box>
table-cell: 250 <box>733 855 748 865</box>
action-quote: «Προώθηση και υποστήριξη παιδιών για την ένταξή τους στην προσχολική εκπαίδευση καθώς και για τη πρόσβαση παιδιών σχολικής ηλικίας, εφήβων και ατόμων με αναπηρία, σε υπηρεσίες δημιουργικής απασχόλησης» <box>36 248 498 299</box>
table-cell: 84 και άνω <box>937 1061 959 1082</box>
table-cell: 6 <box>721 745 727 755</box>
field-value: **ΤΕ ΒΡΕΦΟΝΗΠΙΟΚΟΜΩΝ <box>105 683 273 699</box>
table-cell: 59 <box>920 1061 930 1071</box>
criterion-5-points-row <box>523 855 781 866</box>
table-cell: ... <box>672 911 680 921</box>
criterion-1a-months-row <box>523 692 963 703</box>
table-cell: 80 <box>635 759 645 769</box>
backup-a-heading: ΠΡΟΣΟΝΤΑ Α’ ΕΠΙΚΟΥΡΙΑΣ: <box>512 46 685 62</box>
table-cell: 10 <box>869 692 879 702</box>
specialty-row <box>36 996 498 1013</box>
table-cell: 18 και άνω <box>920 692 959 702</box>
